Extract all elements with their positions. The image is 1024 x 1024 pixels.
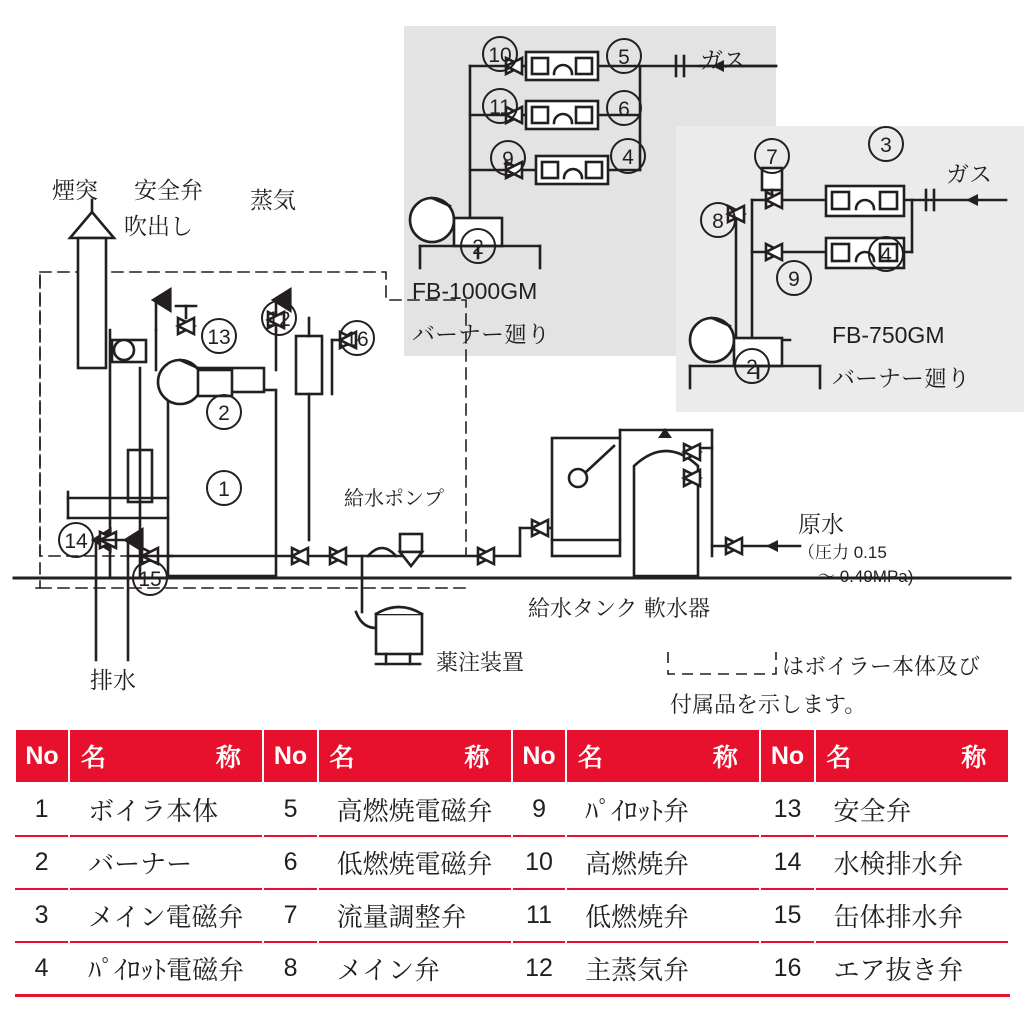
- label-gas-right: ガス: [946, 161, 992, 187]
- cell-name: 低燃焼弁: [566, 889, 760, 942]
- label-safety-valve-line1: 安全弁: [134, 177, 203, 203]
- callout-16: 16: [345, 328, 369, 351]
- label-steam: 蒸気: [250, 187, 296, 213]
- callout-3: 3: [880, 134, 892, 157]
- label-safety-valve-line2: 吹出し: [124, 213, 193, 239]
- callout-1: 1: [218, 478, 230, 501]
- label-softener: 軟水器: [644, 596, 711, 621]
- cell-name: バーナー: [69, 836, 263, 889]
- cell-name: 安全弁: [815, 783, 1009, 836]
- cell-name: ﾊﾟｲﾛｯﾄ弁: [566, 783, 760, 836]
- cell-no: 12: [512, 942, 566, 996]
- table-row: [15, 783, 1009, 836]
- cell-no: 15: [760, 889, 814, 942]
- parts-legend-table: [14, 728, 1010, 997]
- legend-note-line1: はボイラー本体及び: [782, 654, 981, 679]
- callout-10: 10: [488, 44, 512, 67]
- callout-5: 5: [618, 46, 630, 69]
- callout-9: 9: [502, 148, 514, 171]
- cell-no: 11: [512, 889, 566, 942]
- cell-no: 13: [760, 783, 814, 836]
- label-drain: 排水: [90, 667, 136, 693]
- cell-name: 缶体排水弁: [815, 889, 1009, 942]
- cell-name: 水検排水弁: [815, 836, 1009, 889]
- label-fb1000gm-line2: バーナー廻り: [412, 321, 550, 347]
- cell-no: 5: [263, 783, 317, 836]
- cell-no: 9: [512, 783, 566, 836]
- callout-8: 8: [712, 210, 724, 233]
- callout-6: 6: [618, 98, 630, 121]
- cell-no: 16: [760, 942, 814, 996]
- legend-header-row: [15, 729, 1009, 783]
- table-row: [15, 942, 1009, 996]
- legend-header-no-1: No: [15, 729, 69, 783]
- callout-4b: 4: [880, 244, 892, 267]
- cell-name: 低燃焼電磁弁: [318, 836, 512, 889]
- cell-name: ﾊﾟｲﾛｯﾄ電磁弁: [69, 942, 263, 996]
- label-chimney: 煙突: [52, 177, 98, 203]
- callout-9b: 9: [788, 268, 800, 291]
- callout-4: 4: [622, 146, 634, 169]
- callout-12: 12: [267, 308, 291, 331]
- cell-name: 流量調整弁: [318, 889, 512, 942]
- label-fb750gm-line2: バーナー廻り: [832, 365, 970, 391]
- table-row: [15, 889, 1009, 942]
- label-feed-tank: 給水タンク: [528, 596, 638, 621]
- label-raw-water: 原水: [798, 511, 844, 537]
- cell-no: 2: [15, 836, 69, 889]
- cell-name: 高燃焼弁: [566, 836, 760, 889]
- cell-no: 4: [15, 942, 69, 996]
- callout-2b: 2: [472, 236, 484, 259]
- legend-header-no-2: No: [263, 729, 317, 783]
- cell-name: メイン電磁弁: [69, 889, 263, 942]
- legend-note-line2: 付属品を示します。: [670, 692, 867, 717]
- cell-no: 8: [263, 942, 317, 996]
- label-raw-water-pressure-1: （圧力 0.15: [798, 543, 887, 562]
- callout-13: 13: [207, 326, 231, 349]
- legend-header-name-1: 名 称: [69, 729, 263, 783]
- label-chemical-feeder: 薬注装置: [436, 650, 525, 675]
- callout-2: 2: [218, 402, 230, 425]
- callout-15: 15: [138, 568, 162, 591]
- cell-name: メイン弁: [318, 942, 512, 996]
- cell-name: エア抜き弁: [815, 942, 1009, 996]
- cell-no: 1: [15, 783, 69, 836]
- callout-11: 11: [489, 96, 511, 119]
- callout-7: 7: [766, 146, 778, 169]
- label-fb1000gm-line1: FB-1000GM: [412, 278, 538, 304]
- label-feed-pump: 給水ポンプ: [344, 488, 444, 510]
- cell-no: 10: [512, 836, 566, 889]
- cell-no: 14: [760, 836, 814, 889]
- legend-header-name-3: 名 称: [566, 729, 760, 783]
- cell-name: ボイラ本体: [69, 783, 263, 836]
- callout-14: 14: [64, 530, 88, 553]
- legend-header-name-2: 名 称: [318, 729, 512, 783]
- cell-no: 6: [263, 836, 317, 889]
- table-row: [15, 836, 1009, 889]
- cell-name: 主蒸気弁: [566, 942, 760, 996]
- label-raw-water-pressure-2: 〜 0.49MPa): [818, 567, 914, 586]
- dashed-box-sample: [664, 650, 784, 678]
- legend-header-name-4: 名 称: [815, 729, 1009, 783]
- cell-name: 高燃焼電磁弁: [318, 783, 512, 836]
- cell-no: 7: [263, 889, 317, 942]
- callout-2c: 2: [746, 356, 758, 379]
- label-gas-top: ガス: [700, 47, 746, 73]
- legend-header-no-4: No: [760, 729, 814, 783]
- cell-no: 3: [15, 889, 69, 942]
- label-fb750gm-line1: FB-750GM: [832, 322, 945, 348]
- legend-header-no-3: No: [512, 729, 566, 783]
